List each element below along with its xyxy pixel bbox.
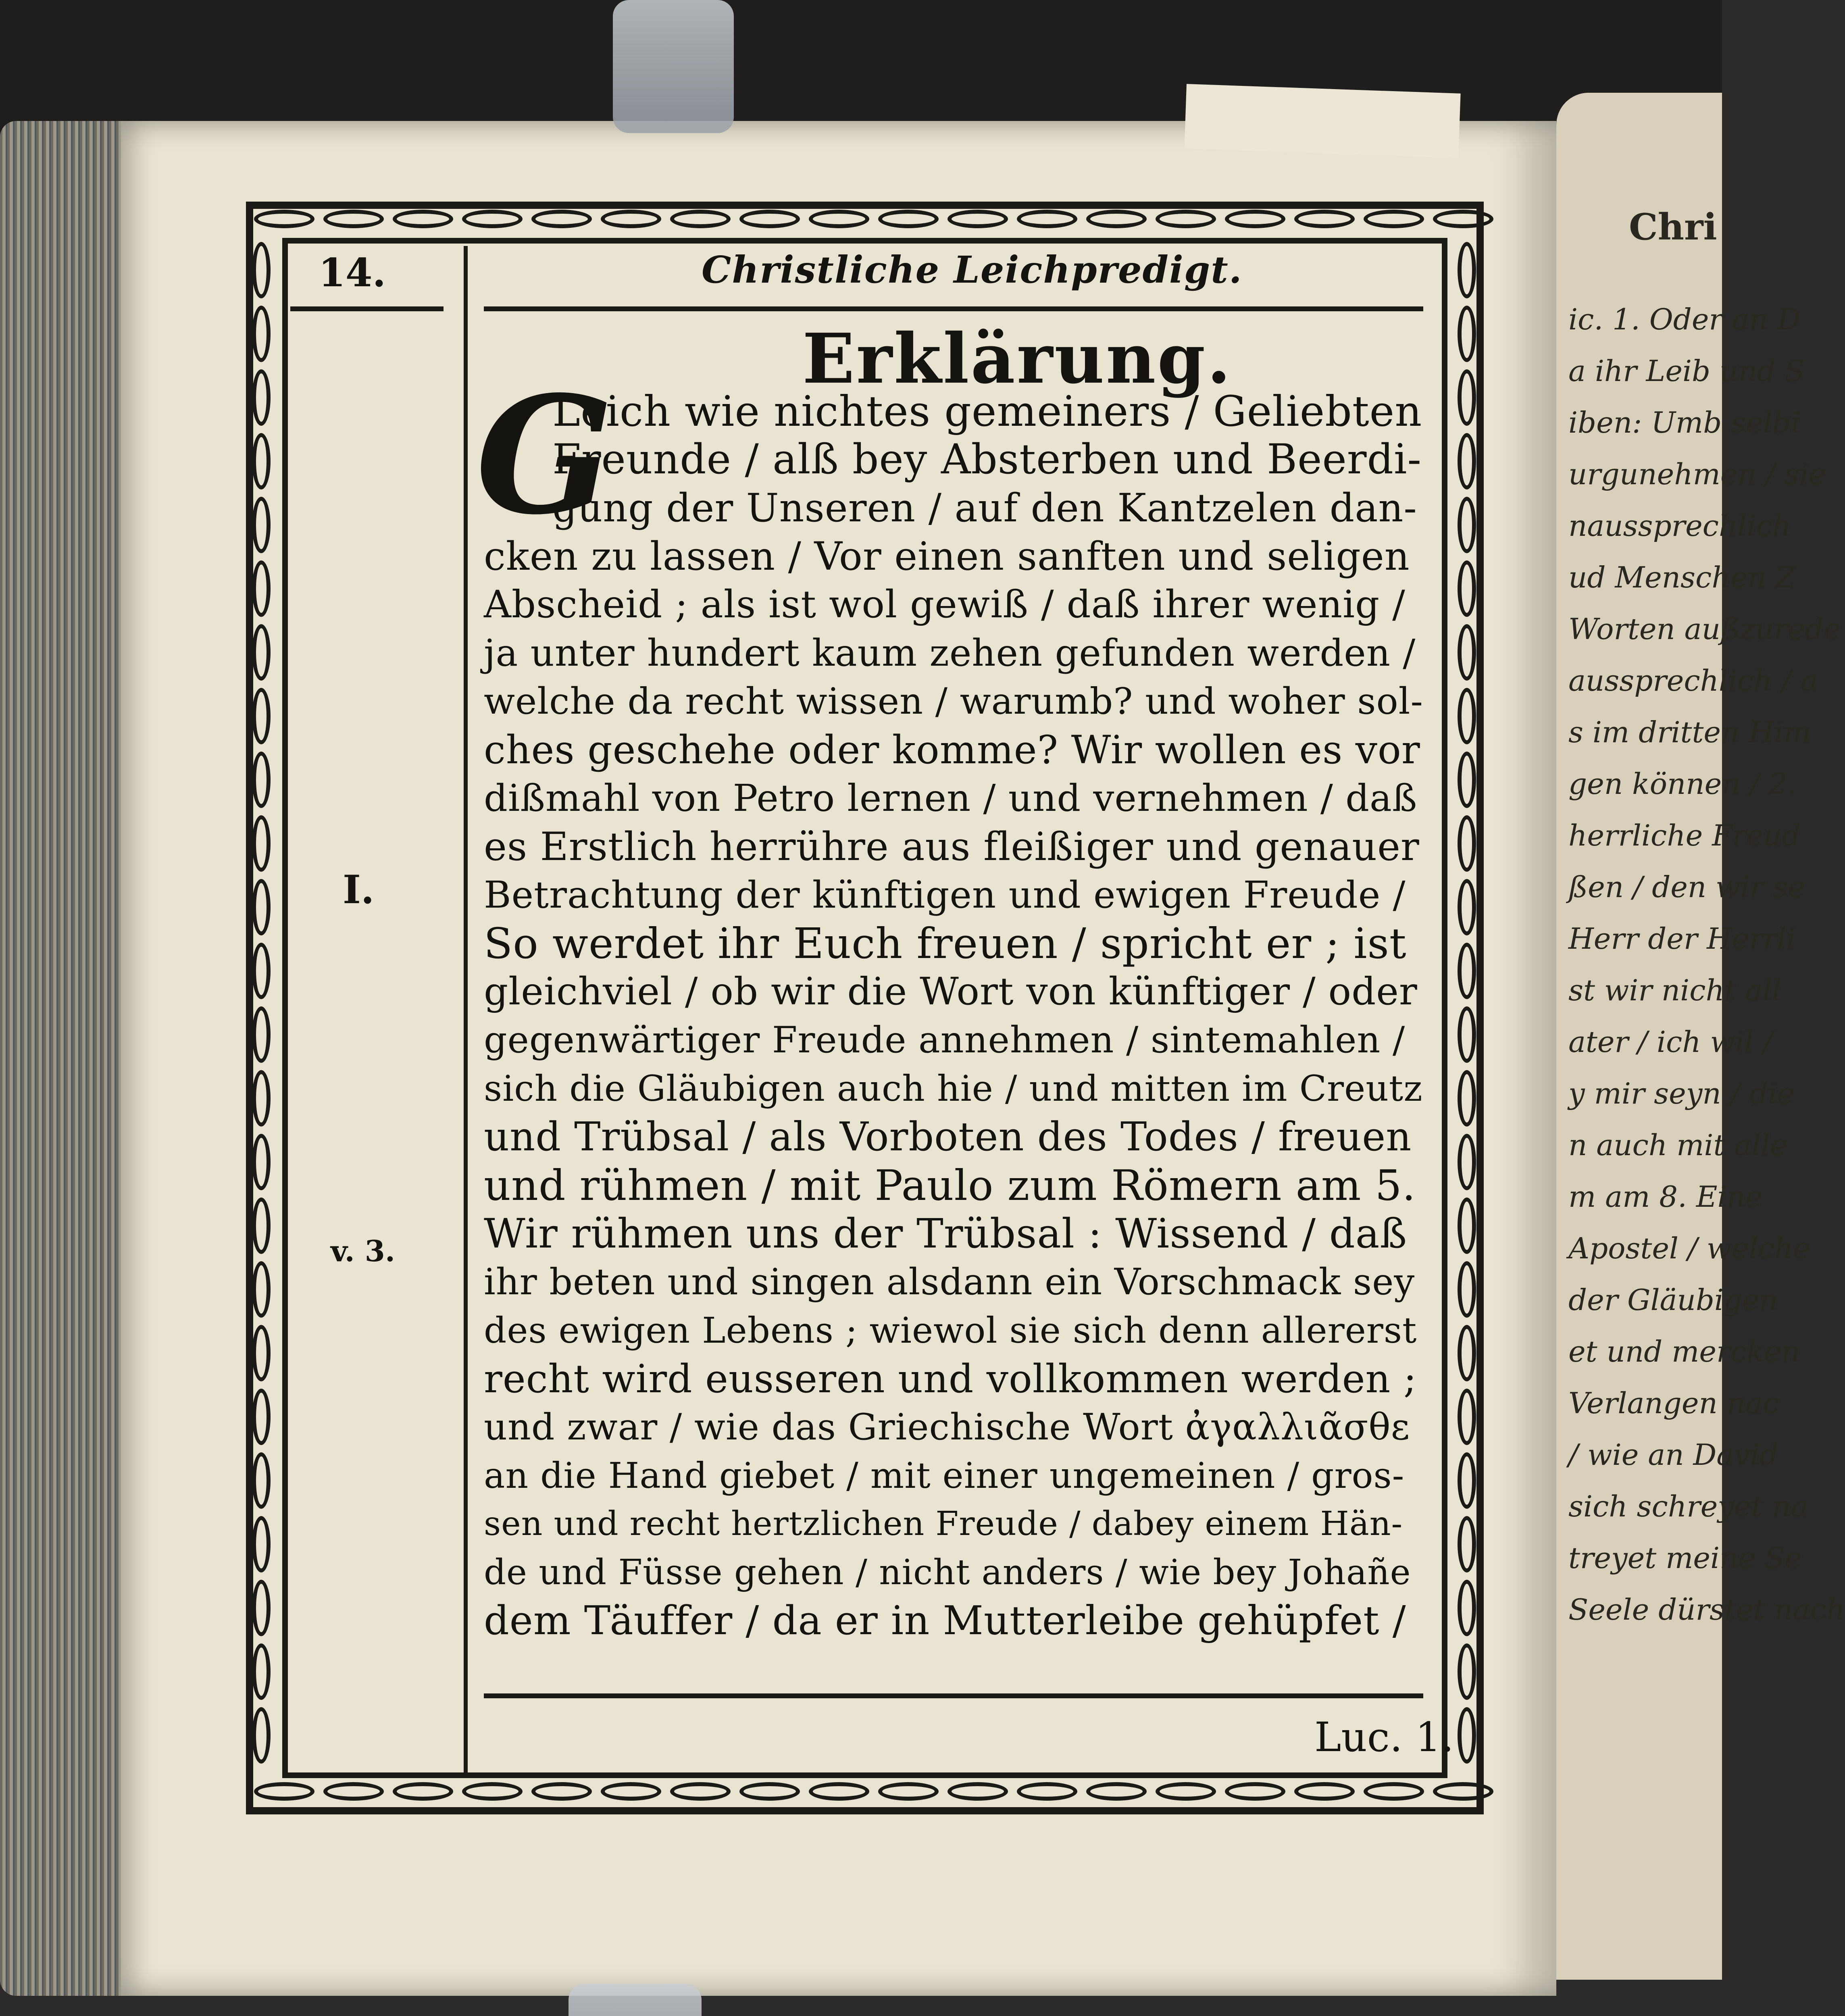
ornament-link <box>252 1198 271 1254</box>
facing-page-line: m am 8. Eine <box>1568 1180 1763 1214</box>
ornament-link <box>323 210 384 228</box>
ornament-link <box>1458 1070 1476 1127</box>
facing-page-line: n auch mit alle <box>1568 1128 1787 1162</box>
ornament-link <box>252 1261 271 1318</box>
text-line: ches geschehe oder komme? Wir wollen es vor <box>484 727 1420 773</box>
page-clip-top <box>613 0 734 133</box>
ornament-link <box>1225 1782 1285 1801</box>
facing-page-line: Herr der Herrli <box>1568 922 1796 956</box>
facing-page <box>1556 93 1845 1980</box>
ornament-link <box>252 1580 271 1636</box>
ornament-link <box>947 210 1008 228</box>
facing-page-line: st wir nicht all <box>1568 973 1781 1007</box>
text-line: Wir rühmen uns der Trübsal : Wissend / daß <box>484 1210 1408 1257</box>
page-stack-edge <box>0 121 129 1996</box>
text-line: sen und recht hertzlichen Freude / dabey einem Hän- <box>484 1505 1403 1543</box>
ornament-link <box>1458 1452 1476 1509</box>
facing-page-line: et und mercken <box>1568 1335 1800 1368</box>
section-heading: Erklärung. <box>802 319 1233 399</box>
paper-tab <box>1184 84 1460 158</box>
footer-rule <box>484 1693 1423 1698</box>
ornament-link <box>1294 1782 1355 1801</box>
header-rule-right <box>484 306 1423 311</box>
ornament-link <box>1458 943 1476 999</box>
ornament-link <box>393 210 453 228</box>
ornament-link <box>1156 1782 1216 1801</box>
facing-page-line: iben: Umb selbi <box>1568 406 1800 439</box>
ornament-link <box>252 560 271 617</box>
facing-page-line: urgunehmen / sie <box>1568 457 1826 491</box>
ornament-link <box>252 242 271 298</box>
ornament-link <box>252 688 271 744</box>
facing-page-line: s im dritten Him <box>1568 715 1811 749</box>
ornament-link <box>1017 210 1077 228</box>
ornament-link <box>252 1516 271 1572</box>
ornament-link <box>1458 1006 1476 1063</box>
ornament-link <box>1364 1782 1424 1801</box>
running-head: Christliche Leichpredigt. <box>702 248 1243 292</box>
ornament-link <box>1086 1782 1147 1801</box>
ornament-link <box>809 210 869 228</box>
facing-page-running-head: Chri <box>1629 206 1717 248</box>
drop-cap: G <box>476 361 614 550</box>
ornament-link <box>252 1707 271 1764</box>
ornament-link <box>878 1782 939 1801</box>
ornament-link <box>1458 688 1476 744</box>
facing-page-line: a ihr Leib und S <box>1568 354 1805 388</box>
facing-page-line: der Gläubigen <box>1568 1283 1778 1317</box>
facing-page-line: y mir seyn / die <box>1568 1077 1795 1110</box>
ornament-link <box>1458 560 1476 617</box>
text-line: gleichviel / ob wir die Wort von künftiger / oder <box>484 970 1418 1014</box>
text-line: des ewigen Lebens ; wiewol sie sich denn allererst <box>484 1310 1417 1351</box>
ornament-link <box>601 1782 661 1801</box>
text-line: So werdet ihr Euch freuen / spricht er ; ist <box>484 919 1407 968</box>
ornament-link <box>1458 369 1476 426</box>
ornament-link <box>809 1782 869 1801</box>
ornament-link <box>1156 210 1216 228</box>
facing-page-line: ater / ich wil / <box>1568 1025 1773 1059</box>
ornament-link <box>462 1782 523 1801</box>
facing-page-line: naussprechlich <box>1568 509 1791 543</box>
ornament-link <box>323 1782 384 1801</box>
facing-page-line: herrliche Freud <box>1568 818 1801 852</box>
ornament-link <box>878 210 939 228</box>
ornament-link <box>531 1782 592 1801</box>
ornament-link <box>252 624 271 681</box>
ornament-link <box>1458 242 1476 298</box>
catchword: Luc. 1. <box>1314 1714 1454 1761</box>
facing-page-line: Seele dürstet nach <box>1568 1593 1845 1627</box>
text-line: gung der Unseren / auf den Kantzelen dan- <box>552 485 1417 531</box>
margin-rule <box>464 246 468 1778</box>
text-line: es Erstlich herrühre aus fleißiger und genauer <box>484 824 1420 869</box>
text-line: an die Hand giebet / mit einer ungemeinen / gros- <box>484 1455 1405 1496</box>
ornament-link <box>252 1325 271 1381</box>
ornament-link <box>393 1782 453 1801</box>
text-line: und Trübsal / als Vorboten des Todes / freuen <box>484 1114 1412 1160</box>
text-line: Freunde / alß bey Absterben und Beerdi- <box>552 435 1422 483</box>
facing-page-line: Worten außzurede <box>1568 612 1841 646</box>
facing-page-line: ic. 1. Oder an D <box>1568 302 1801 336</box>
ornament-link <box>254 210 314 228</box>
page-clip-bottom <box>568 1984 702 2016</box>
ornament-link <box>947 1782 1008 1801</box>
facing-page-line: treyet meine Se <box>1568 1541 1802 1575</box>
ornament-link <box>1458 1134 1476 1190</box>
ornament-link <box>252 815 271 872</box>
ornament-link <box>1458 815 1476 872</box>
facing-page-line: gen können / 2. <box>1568 767 1797 801</box>
text-line: Betrachtung der künftigen und ewigen Freude / <box>484 873 1406 916</box>
facing-page-line: Verlangen nac <box>1568 1386 1779 1420</box>
ornament-link <box>670 1782 731 1801</box>
ornament-link <box>1458 1261 1476 1318</box>
ornament-link <box>254 1782 314 1801</box>
ornament-link <box>252 433 271 489</box>
ornament-link <box>1017 1782 1077 1801</box>
text-line: gegenwärtiger Freude annehmen / sintemahlen / <box>484 1019 1406 1061</box>
text-line: und zwar / wie das Griechische Wort ἀγαλλιᾶσθε <box>484 1406 1410 1448</box>
ornament-link <box>1458 1325 1476 1381</box>
ornament-link <box>1364 210 1424 228</box>
ornament-link <box>670 210 731 228</box>
ornament-link <box>252 1389 271 1445</box>
scanner-background <box>0 0 1722 133</box>
ornament-link <box>462 210 523 228</box>
ornament-link <box>252 1006 271 1063</box>
facing-page-line: Apostel / welche <box>1568 1231 1810 1265</box>
margin-note-2: v. 3. <box>331 1234 395 1268</box>
ornament-link <box>252 879 271 935</box>
ornament-link <box>1458 879 1476 935</box>
ornament-link <box>1458 433 1476 489</box>
ornament-link <box>252 1070 271 1127</box>
ornament-link <box>1225 210 1285 228</box>
ornament-border-bottom <box>254 1782 1476 1806</box>
ornament-link <box>1294 210 1355 228</box>
text-line: sich die Gläubigen auch hie / und mitten im Creutz <box>484 1068 1423 1109</box>
text-line: welche da recht wissen / warumb? und woher sol- <box>484 680 1423 723</box>
ornament-link <box>252 1643 271 1700</box>
text-line: ihr beten und singen alsdann ein Vorschmack sey <box>484 1261 1415 1303</box>
ornament-link <box>1458 1707 1476 1764</box>
text-line: cken zu lassen / Vor einen sanften und seligen <box>484 534 1410 579</box>
ornament-link <box>1458 1198 1476 1254</box>
margin-note-1: I. <box>343 867 375 912</box>
facing-page-line: aussprechlich / a <box>1568 664 1818 698</box>
text-line: dem Täuffer / da er in Mutterleibe gehüpfet / <box>484 1598 1406 1644</box>
ornament-link <box>252 943 271 999</box>
ornament-link <box>531 210 592 228</box>
ornament-link <box>601 210 661 228</box>
ornament-link <box>1458 497 1476 553</box>
ornament-link <box>739 1782 800 1801</box>
ornament-link <box>1433 210 1493 228</box>
facing-page-line: / wie an David <box>1568 1438 1778 1472</box>
ornament-link <box>252 369 271 426</box>
text-line: de und Füsse gehen / nicht anders / wie bey Johañe <box>484 1552 1411 1593</box>
ornament-link <box>252 752 271 808</box>
text-line: Abscheid ; als ist wol gewiß / daß ihrer wenig / <box>484 583 1406 627</box>
facing-page-line: ßen / den wir se <box>1568 870 1805 904</box>
page-number: 14. <box>319 250 386 296</box>
ornament-link <box>1458 1516 1476 1572</box>
ornament-link <box>1458 624 1476 681</box>
ornament-link <box>252 1452 271 1509</box>
ornament-link <box>739 210 800 228</box>
text-line: dißmahl von Petro lernen / und vernehmen / daß <box>484 777 1418 820</box>
ornament-link <box>1433 1782 1493 1801</box>
ornament-border-left <box>252 242 276 1774</box>
text-line: und rühmen / mit Paulo zum Römern am 5. <box>484 1161 1416 1210</box>
text-line: ja unter hundert kaum zehen gefunden werden / <box>484 631 1416 675</box>
header-rule-left <box>290 306 444 311</box>
facing-page-line: sich schreyet na <box>1568 1489 1808 1523</box>
ornament-border-top <box>254 210 1476 234</box>
ornament-link <box>1458 1643 1476 1700</box>
facing-page-line: ud Menschen Z <box>1568 560 1796 594</box>
ornament-link <box>1086 210 1147 228</box>
ornament-link <box>1458 306 1476 362</box>
ornament-link <box>252 306 271 362</box>
ornament-link <box>1458 752 1476 808</box>
ornament-link <box>1458 1389 1476 1445</box>
ornament-link <box>252 497 271 553</box>
ornament-border-right <box>1458 242 1482 1774</box>
ornament-link <box>252 1134 271 1190</box>
text-line: Leich wie nichtes gemeiners / Geliebten <box>552 387 1422 436</box>
text-line: recht wird eusseren und vollkommen werden ; <box>484 1356 1417 1402</box>
ornament-link <box>1458 1580 1476 1636</box>
